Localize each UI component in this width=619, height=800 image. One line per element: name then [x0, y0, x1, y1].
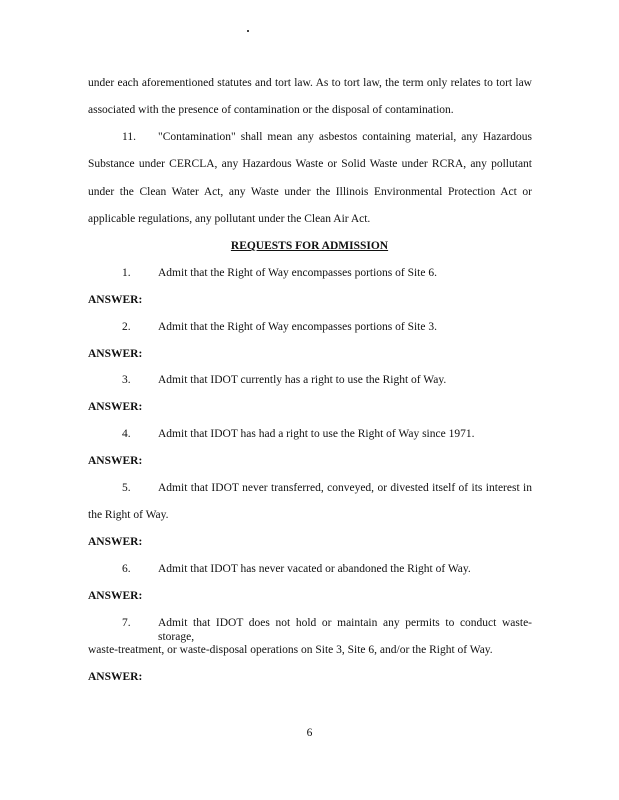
answer-label: ANSWER:: [88, 590, 143, 602]
scan-speck: [247, 30, 249, 32]
request-text: Admit that IDOT never transferred, conveyed, or divested itself of its interest in: [158, 482, 532, 494]
answer-label: ANSWER:: [88, 671, 143, 683]
request-text-continued: waste-treatment, or waste-disposal operations on Site 3, Site 6, and/or the Right of Way.: [88, 644, 493, 656]
definition-line-1: "Contamination" shall mean any asbestos containing material, any Hazardous: [158, 131, 532, 143]
request-text: Admit that IDOT does not hold or maintain any permits to conduct waste-storage,: [158, 617, 532, 643]
request-text-continued: the Right of Way.: [88, 509, 169, 521]
definition-line-4: applicable regulations, any pollutant under the Clean Air Act.: [88, 213, 371, 225]
intro-line-2: associated with the presence of contamination or the disposal of contamination.: [88, 104, 454, 116]
request-number: 2.: [122, 321, 131, 333]
definition-number: 11.: [122, 131, 136, 143]
answer-label: ANSWER:: [88, 536, 143, 548]
intro-line-1: under each aforementioned statutes and tort law. As to tort law, the term only relates to tort law: [88, 77, 532, 89]
answer-label: ANSWER:: [88, 401, 143, 413]
request-text: Admit that IDOT has had a right to use the Right of Way since 1971.: [158, 428, 475, 440]
answer-label: ANSWER:: [88, 294, 143, 306]
request-text: Admit that IDOT currently has a right to use the Right of Way.: [158, 374, 447, 386]
request-text: Admit that IDOT has never vacated or abandoned the Right of Way.: [158, 563, 471, 575]
answer-label: ANSWER:: [88, 455, 143, 467]
request-number: 1.: [122, 267, 131, 279]
request-number: 4.: [122, 428, 131, 440]
request-number: 5.: [122, 482, 131, 494]
request-number: 7.: [122, 617, 131, 629]
answer-label: ANSWER:: [88, 348, 143, 360]
definition-line-2: Substance under CERCLA, any Hazardous Waste or Solid Waste under RCRA, any pollutant: [88, 158, 532, 170]
definition-line-3: under the Clean Water Act, any Waste under the Illinois Environmental Protection Act or: [88, 186, 532, 198]
page-number: 6: [306, 727, 313, 739]
request-number: 6.: [122, 563, 131, 575]
request-text: Admit that the Right of Way encompasses portions of Site 6.: [158, 267, 437, 279]
section-heading: REQUESTS FOR ADMISSION: [230, 240, 389, 252]
request-number: 3.: [122, 374, 131, 386]
request-text: Admit that the Right of Way encompasses portions of Site 3.: [158, 321, 437, 333]
